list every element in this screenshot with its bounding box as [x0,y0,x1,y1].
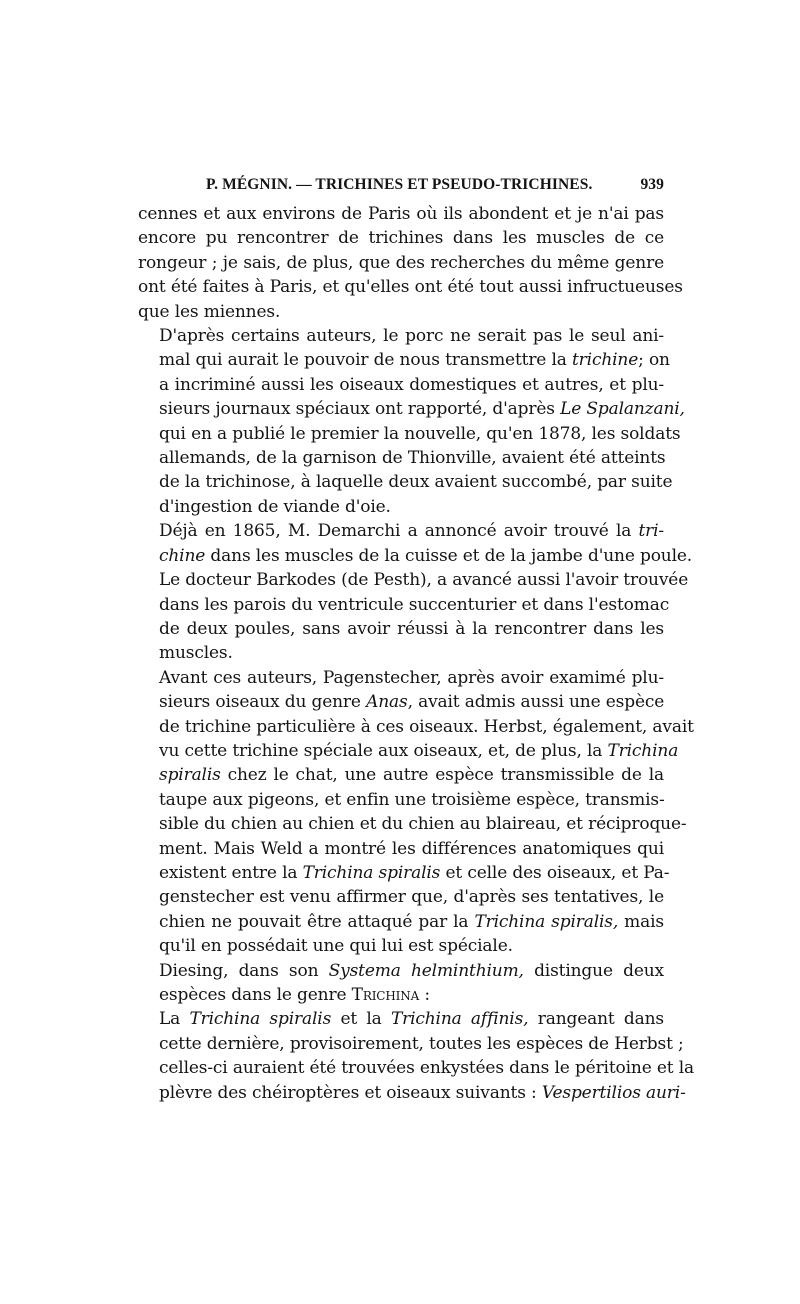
text-segment: ment. Mais Weld a montré les différences anatomiques qui [159,838,664,859]
text-line [138,739,679,763]
text-line [138,226,664,250]
running-head [138,176,664,200]
text-segment: genstecher est venu affirmer que, d'après ses tentatives, le [159,887,664,908]
text-line [138,324,664,348]
text-line [138,1007,664,1031]
text-segment: rangeant dans [528,1009,664,1030]
text-segment: que les miennes. [138,301,281,322]
text-line [138,959,664,983]
text-line [138,275,683,299]
text-segment: et celle des oiseaux, et Pa- [440,862,670,883]
text-segment: espèces dans le genre [159,985,352,1005]
text-line [138,251,664,275]
text-segment: sieurs oiseaux du genre [159,692,367,713]
text-segment: Déjà en 1865, M. Demarchi a annoncé avoir trouvé la [159,521,639,542]
text-segment: : [419,985,430,1005]
text-line [138,544,693,568]
text-line [138,910,664,934]
text-line [138,446,664,470]
text-line [138,934,664,958]
small-caps-text: Trichina [351,985,420,1005]
text-segment: ont été faites à Paris, et qu'elles ont été tout aussi infructueuses [138,277,683,298]
document-page [138,176,694,1105]
text-line [138,348,670,372]
text-segment: sieurs journaux spéciaux ont rapporté, d'après [159,399,561,420]
text-line [138,1032,684,1056]
text-segment: dans les muscles de la cuisse et de la jambe d'une poule. [205,545,693,566]
text-line [138,519,664,543]
text-segment: mal qui aurait le pouvoir de nous transmettre la [159,350,572,371]
text-segment: sible du chien au chien et du chien au blaireau, et réciproque- [159,814,687,835]
italic-text: Trichina [607,740,679,761]
text-line [138,690,664,714]
text-segment: taupe aux pigeons, et enfin une troisième espèce, transmis- [159,789,665,810]
text-segment: distingue deux [523,960,664,981]
text-segment: qui en a publié le premier la nouvelle, qu'en 1878, les soldats [159,423,681,444]
text-segment: de deux poules, sans avoir réussi à la rencontrer dans les [159,618,664,639]
paragraph [138,202,683,324]
text-line [138,763,664,787]
text-segment: celles-ci auraient été trouvées enkystées dans le péritoine et la [159,1058,694,1079]
text-line [138,812,687,836]
italic-text: Trichina spiralis [302,862,441,883]
text-segment: La [159,1009,190,1030]
text-line [138,300,664,324]
text-segment: encore pu rencontrer de trichines dans les muscles de ce [138,228,664,249]
text-segment: d'ingestion de viande d'oie. [159,496,391,517]
text-segment: dans les parois du ventricule succenturier et dans l'estomac [159,594,670,615]
text-segment: et la [331,1009,391,1030]
italic-text: Trichina affinis, [390,1009,529,1030]
italic-text: chine [159,545,206,566]
text-segment: cennes et aux environs de Paris où ils abondent et je n'ai pas [138,204,664,224]
text-line [138,715,694,739]
body-text [138,202,694,1105]
italic-text: tri- [638,521,664,542]
italic-text: Anas [366,692,408,713]
text-segment: Le docteur Barkodes (de Pesth), a avancé aussi l'avoir trouvée [159,570,689,591]
text-segment: existent entre la [159,862,303,883]
text-segment: de la trichinose, à laquelle deux avaient succombé, par suite [159,472,673,493]
text-line [138,983,664,1007]
text-line [138,593,670,617]
text-segment: ; on [638,350,670,371]
text-line [138,373,664,397]
text-segment: D'après certains auteurs, le porc ne serait pas le seul ani- [159,326,664,347]
text-line [138,885,664,909]
text-line [138,788,664,812]
text-segment: a incriminé aussi les oiseaux domestiques et autres, et plu- [159,374,664,395]
text-segment: muscles. [159,643,233,664]
text-segment: allemands, de la garnison de Thionville, avaient été atteints [159,448,666,469]
paragraph [138,519,693,665]
italic-text: Vespertilios auri- [541,1082,686,1103]
text-line [138,1056,694,1080]
text-line [138,641,664,665]
paragraph [138,1007,694,1105]
text-segment: chien ne pouvait être attaqué par la [159,911,475,932]
text-segment: cette dernière, provisoirement, toutes les espèces de Herbst ; [159,1033,684,1054]
italic-text: Trichina spiralis [189,1009,332,1030]
text-line [138,422,681,446]
text-line [138,202,664,226]
italic-text: Systema helminthium, [328,960,524,981]
text-line [138,861,670,885]
italic-text: spiralis [159,765,221,786]
text-line [138,470,673,494]
text-segment: de trichine particulière à ces oiseaux. Herbst, également, avait [159,716,694,737]
italic-text: Trichina spiralis, [474,911,619,932]
text-line [138,495,664,519]
text-line [138,568,689,592]
text-line [138,666,664,690]
text-line [138,617,664,641]
text-segment: , avait admis aussi une espèce [407,692,665,713]
running-title: P. MÉGNIN. — TRICHINES ET PSEUDO-TRICHINES. [206,176,593,193]
italic-text: trichine [572,350,639,371]
page-number: 939 [640,176,664,193]
text-line [138,837,664,861]
text-segment: Diesing, dans son [159,960,329,981]
italic-text: Le Spalanzani, [560,399,685,420]
text-segment: rongeur ; je sais, de plus, que des recherches du même genre [138,252,664,273]
paragraph [138,324,685,519]
text-segment: plèvre des chéiroptères et oiseaux suivants : [159,1082,542,1103]
text-segment: vu cette trichine spéciale aux oiseaux, et, de plus, la [159,740,608,761]
text-segment: chez le chat, une autre espèce transmissible de la [220,765,664,786]
text-segment: Avant ces auteurs, Pagenstecher, après avoir examimé plu- [159,667,664,688]
text-line [138,1081,686,1105]
paragraph [138,666,694,959]
paragraph [138,959,664,1008]
text-line [138,397,685,421]
text-segment: mais [618,911,665,932]
text-segment: qu'il en possédait une qui lui est spéciale. [159,936,513,957]
